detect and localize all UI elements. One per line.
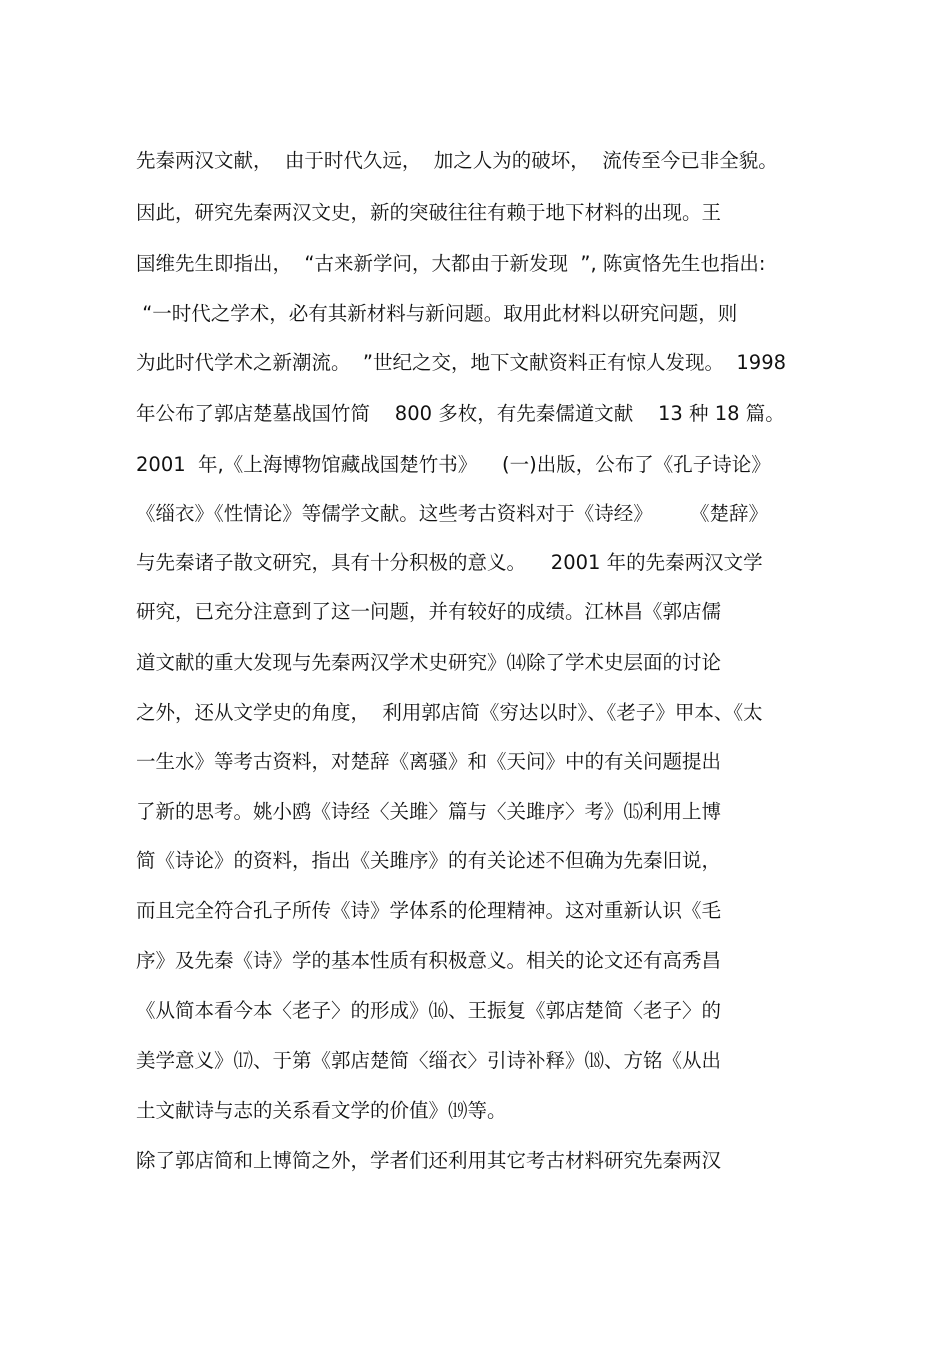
text-line: 为此时代学术之新潮流。 ”世纪之交，地下文献资料正有惊人发现。 1998 <box>136 351 787 374</box>
text-line: 《缁衣》《性情论》等儒学文献。这些考古资料对于《诗经》 《楚辞》 <box>136 502 768 525</box>
text-line: 与先秦诸子散文研究，具有十分积极的意义。 2001 年的先秦两汉文学 <box>136 551 763 574</box>
text-line: 土文献诗与志的关系看文学的价值》⒆等。 <box>136 1099 507 1122</box>
text-line: 简《诗论》的资料，指出《关雎序》的有关论述不但确为先秦旧说， <box>136 849 722 872</box>
text-line: 因此，研究先秦两汉文史，新的突破往往有赖于地下材料的出现。王 <box>136 201 722 224</box>
text-line: 序》及先秦《诗》学的基本性质有积极意义。相关的论文还有高秀昌 <box>136 949 722 972</box>
text-line: “一时代之学术，必有其新材料与新问题。取用此材料以研究问题，则 <box>136 302 738 325</box>
text-line: 除了郭店简和上博简之外，学者们还利用其它考古材料研究先秦两汉 <box>136 1149 722 1172</box>
text-line: 国维先生即指出， “古来新学问，大都由于新发现 ”, 陈寅恪先生也指出: <box>136 252 766 275</box>
text-line: 而且完全符合孔子所传《诗》学体系的伦理精神。这对重新认识《毛 <box>136 899 722 922</box>
text-line: 之外，还从文学史的角度， 利用郭店简《穷达以时》、《老子》甲本、《太 <box>136 701 763 724</box>
text-line: 先秦两汉文献， 由于时代久远， 加之人为的破坏， 流传至今已非全貌。 <box>136 149 778 172</box>
text-line: 2001 年,《上海博物馆藏战国楚竹书》 (一)出版，公布了《孔子诗论》 <box>136 453 771 476</box>
text-line: 美学意义》⒄、于第《郭店楚简〈缁衣〉引诗补释》⒅、方铭《从出 <box>136 1049 722 1072</box>
text-line: 研究，已充分注意到了这一问题，并有较好的成绩。江林昌《郭店儒 <box>136 600 722 623</box>
text-line: 了新的思考。姚小鸥《诗经〈关雎〉篇与〈关雎序〉考》⒂利用上博 <box>136 800 722 823</box>
text-line: 年公布了郭店楚墓战国竹简 800 多枚，有先秦儒道文献 13 种 18 篇。 <box>136 402 785 425</box>
text-line: 一生水》等考古资料，对楚辞《离骚》和《天问》中的有关问题提出 <box>136 750 722 773</box>
text-line: 《从简本看今本〈老子〉的形成》⒃、王振复《郭店楚简〈老子〉的 <box>136 999 722 1022</box>
text-line: 道文献的重大发现与先秦两汉学术史研究》⒁除了学术史层面的讨论 <box>136 651 722 674</box>
